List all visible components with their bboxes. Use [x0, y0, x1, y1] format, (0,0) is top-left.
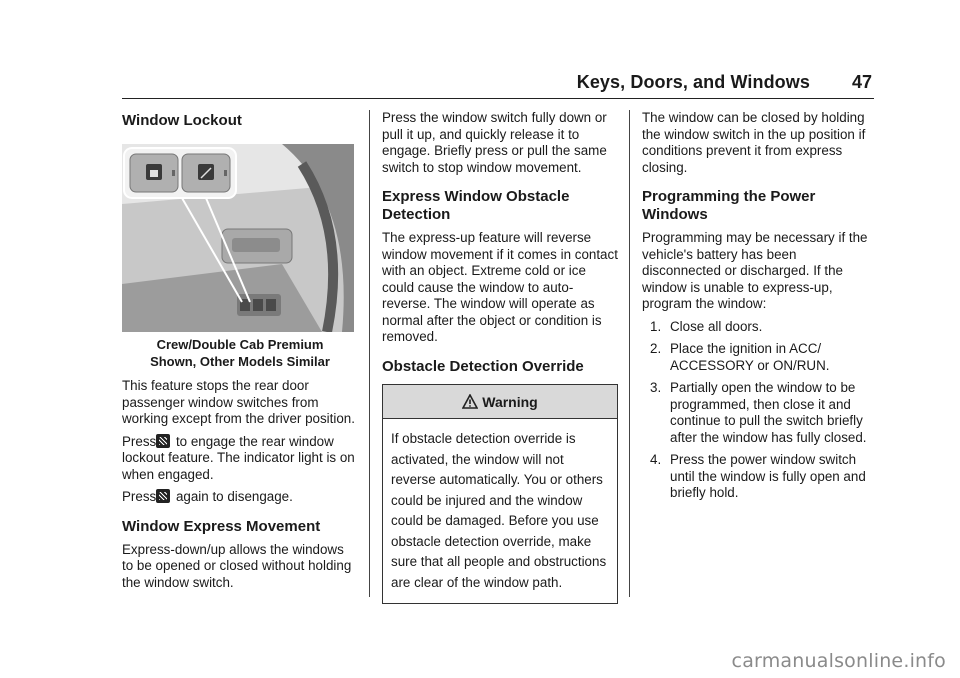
caption-line-1: Crew/Double Cab Premium: [156, 337, 324, 352]
list-item: [642, 319, 878, 336]
column-1: [122, 110, 358, 597]
caption-line-2: Shown, Other Models Similar: [150, 354, 330, 369]
press-text-2: Press: [122, 489, 157, 504]
press-text: Press: [122, 433, 157, 449]
engage-text: to engage the rear window lockout feature. The indicator light is on when engaged.: [122, 433, 355, 482]
paragraph-express-operation: Press the window switch fully down or pull it up, and quickly release it to engage. Briefly press or pull the same switch to stop window movement.: [382, 110, 607, 175]
step-number: 4.: [650, 452, 662, 467]
door-switch-illustration: [122, 144, 354, 332]
step-number: 2.: [650, 341, 662, 356]
heading-window-express-movement: Window Express Movement: [122, 517, 321, 535]
page-number: 47: [851, 72, 872, 92]
warning-icon: [462, 394, 478, 410]
window-lockout-icon: [156, 434, 170, 448]
paragraph-obstacle-detection: The express-up feature will reverse window movement if it comes in contact with an object. Extreme cold or ice could cause the window to auto-reverse. The window will operate as normal after the object or condition is removed.: [382, 230, 618, 344]
disengage-text: again to disengage.: [172, 489, 293, 504]
step-text: Press the power window switch until the window is fully open and briefly hold.: [670, 452, 866, 500]
warning-text: If obstacle detection override is activated, the window will not reverse automatically. You or others could be injured and the window could be damaged. Before you use obstacle detection override, make sure that all people and obstructions are clear of the window path.: [391, 431, 607, 590]
paragraph-express-movement: Express-down/up allows the windows to be opened or closed without holding the window switch.: [122, 541, 352, 590]
warning-title: Warning: [482, 393, 538, 410]
warning-header: [383, 385, 617, 420]
paragraph-lockout-intro: This feature stops the rear door passenger window switches from working except from the driver position.: [122, 378, 355, 426]
header-rule: [122, 98, 874, 99]
window-lockout-icon-2: [156, 489, 170, 503]
list-item: [642, 452, 878, 502]
step-number: 1.: [650, 318, 662, 334]
list-item: [642, 380, 878, 446]
header-title: Keys, Doors, and Windows: [576, 72, 810, 92]
watermark: carmanualsonline.info: [731, 650, 946, 672]
column-divider-1: [369, 110, 370, 597]
step-text: Place the ignition in ACC/ ACCESSORY or ON/RUN.: [670, 341, 830, 373]
warning-box: [382, 384, 618, 605]
step-text: Close all doors.: [670, 318, 763, 334]
heading-obstacle-override: Obstacle Detection Override: [382, 357, 584, 375]
paragraph-programming-intro: Programming may be necessary if the vehicle's battery has been disconnected or discharged. If the window is unable to express-up, program the window:: [642, 230, 868, 311]
paragraph-lockout-disengage: [122, 489, 358, 506]
programming-steps: [642, 319, 878, 502]
column-divider-2: [629, 110, 630, 597]
door-panel-drawing: [122, 144, 354, 332]
heading-window-lockout: Window Lockout: [122, 112, 242, 129]
heading-obstacle-detection: Express Window Obstacle Detection: [382, 188, 570, 223]
step-text: Partially open the window to be programmed, then close it and continue to pull the switch briefly after the window has fully closed.: [670, 380, 867, 445]
paragraph-close-window: The window can be closed by holding the window switch in the up position if conditions prevent it from express closing.: [642, 110, 866, 175]
list-item: [642, 341, 878, 374]
heading-programming-power-windows: Programming the Power Windows: [642, 188, 816, 223]
step-number: 3.: [650, 380, 662, 395]
column-2: [382, 110, 618, 604]
figure-caption: [122, 336, 358, 370]
paragraph-lockout-engage: [122, 434, 358, 484]
column-3: [642, 110, 878, 508]
